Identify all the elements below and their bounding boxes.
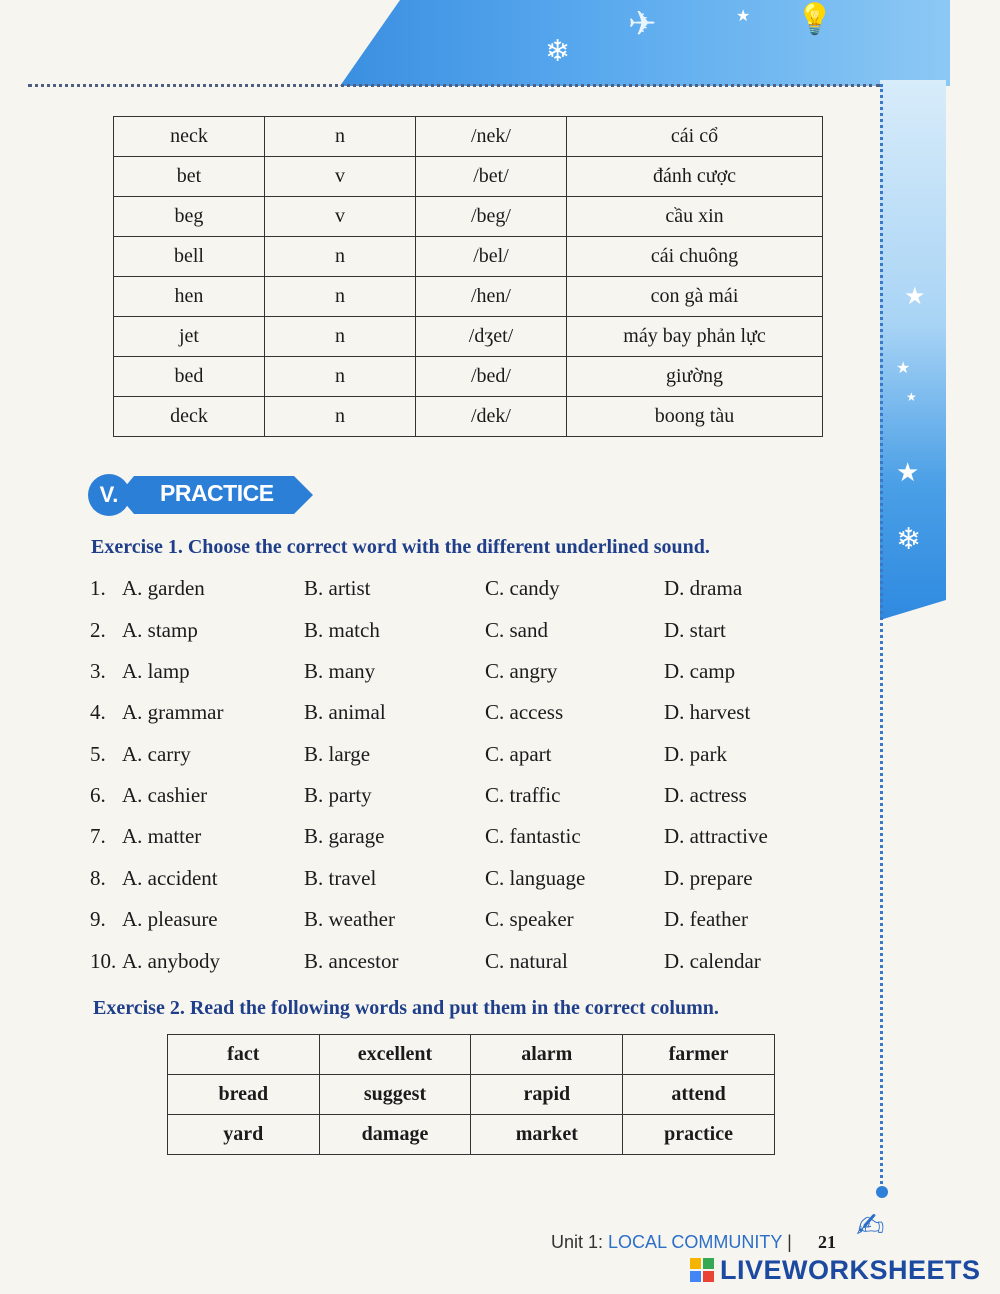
option-c[interactable]: C. fantastic — [485, 824, 581, 848]
snowflake-icon: ❄ — [545, 34, 571, 69]
star-icon: ★ — [906, 390, 917, 404]
exercise1-question — [90, 618, 850, 648]
option-b[interactable]: B. artist — [304, 576, 371, 600]
exercise1-question — [90, 866, 850, 896]
word-cell[interactable]: market — [471, 1115, 623, 1155]
vocab-meaning: cái chuông — [567, 237, 823, 277]
vocab-word: bet — [114, 157, 265, 197]
option-a[interactable]: A. stamp — [122, 618, 198, 642]
option-c[interactable]: C. sand — [485, 618, 548, 642]
option-c[interactable]: C. access — [485, 700, 564, 724]
section-number: V. — [88, 474, 130, 516]
question-number: 5. — [90, 742, 106, 766]
question-number: 9. — [90, 907, 106, 931]
paper-plane-icon: ✈ — [628, 4, 657, 44]
vocab-word: hen — [114, 277, 265, 317]
option-c[interactable]: C. language — [485, 866, 586, 890]
exercise1-question — [90, 659, 850, 689]
word-cell[interactable]: suggest — [319, 1075, 471, 1115]
exercise1-question — [90, 907, 850, 937]
option-b[interactable]: B. weather — [304, 907, 395, 931]
vocab-word: deck — [114, 397, 265, 437]
vocab-word: bell — [114, 237, 265, 277]
vocab-meaning: giường — [567, 357, 823, 397]
option-c[interactable]: C. apart — [485, 742, 552, 766]
option-a[interactable]: A. anybody — [122, 949, 220, 973]
vocab-pronunciation: /dek/ — [416, 397, 567, 437]
footer-unit-label: Unit 1: — [551, 1232, 604, 1252]
exercise1-question — [90, 576, 850, 606]
option-d[interactable]: D. drama — [664, 576, 743, 600]
vocab-row — [114, 117, 823, 157]
footer-unit-title: LOCAL COMMUNITY — [608, 1232, 783, 1252]
vocab-pronunciation: /hen/ — [416, 277, 567, 317]
vocab-meaning: cầu xin — [567, 197, 823, 237]
question-number: 2. — [90, 618, 106, 642]
dotted-border-right — [880, 84, 883, 1190]
question-number: 1. — [90, 576, 106, 600]
vocab-meaning: boong tàu — [567, 397, 823, 437]
liveworksheets-watermark: LIVEWORKSHEETS — [720, 1255, 981, 1285]
question-number: 8. — [90, 866, 106, 890]
option-a[interactable]: A. carry — [122, 742, 191, 766]
word-cell[interactable]: rapid — [471, 1075, 623, 1115]
exercise2-word-table — [167, 1034, 775, 1155]
word-cell[interactable]: farmer — [623, 1035, 775, 1075]
word-cell[interactable]: practice — [623, 1115, 775, 1155]
option-d[interactable]: D. prepare — [664, 866, 753, 890]
vocab-row — [114, 157, 823, 197]
star-icon: ★ — [896, 458, 920, 488]
dotted-border-top — [28, 84, 880, 87]
word-row — [168, 1115, 775, 1155]
star-icon: ★ — [896, 358, 911, 377]
vocab-part-of-speech: n — [265, 277, 416, 317]
option-b[interactable]: B. travel — [304, 866, 377, 890]
option-d[interactable]: D. calendar — [664, 949, 761, 973]
option-c[interactable]: C. speaker — [485, 907, 574, 931]
pen-icon: ✍ — [856, 1206, 885, 1246]
vocab-part-of-speech: v — [265, 197, 416, 237]
vocab-part-of-speech: n — [265, 317, 416, 357]
word-row — [168, 1075, 775, 1115]
exercise2-title: Exercise 2. Read the following words and put them in the correct column. — [93, 997, 719, 1019]
word-cell[interactable]: yard — [168, 1115, 320, 1155]
option-d[interactable]: D. feather — [664, 907, 748, 931]
lightbulb-icon: 💡 — [796, 2, 834, 37]
star-icon: ★ — [904, 282, 926, 310]
vocab-pronunciation: /beg/ — [416, 197, 567, 237]
option-d[interactable]: D. attractive — [664, 824, 768, 848]
exercise1-question — [90, 824, 850, 854]
page-number: 21 — [818, 1232, 836, 1252]
option-b[interactable]: B. large — [304, 742, 371, 766]
option-a[interactable]: A. accident — [122, 866, 218, 890]
vocab-row — [114, 197, 823, 237]
vocab-row — [114, 237, 823, 277]
footer-unit — [551, 1232, 792, 1253]
option-a[interactable]: A. grammar — [122, 700, 224, 724]
question-number: 7. — [90, 824, 106, 848]
vocab-word: beg — [114, 197, 265, 237]
star-icon: ★ — [736, 6, 751, 25]
vocab-part-of-speech: n — [265, 397, 416, 437]
vocab-meaning: đánh cược — [567, 157, 823, 197]
option-a[interactable]: A. matter — [122, 824, 202, 848]
option-d[interactable]: D. camp — [664, 659, 736, 683]
vocab-part-of-speech: n — [265, 357, 416, 397]
vocab-word: neck — [114, 117, 265, 157]
vocab-part-of-speech: n — [265, 237, 416, 277]
vocab-meaning: con gà mái — [567, 277, 823, 317]
snowflake-icon: ❄ — [896, 522, 922, 557]
exercise1-question — [90, 949, 850, 979]
vocab-word: bed — [114, 357, 265, 397]
option-a[interactable]: A. cashier — [122, 783, 208, 807]
vocab-row — [114, 397, 823, 437]
word-cell[interactable]: excellent — [319, 1035, 471, 1075]
word-row — [168, 1035, 775, 1075]
vocab-pronunciation: /bel/ — [416, 237, 567, 277]
option-d[interactable]: D. park — [664, 742, 727, 766]
option-b[interactable]: B. garage — [304, 824, 385, 848]
vocab-meaning: cái cổ — [567, 117, 823, 157]
border-end-dot — [876, 1186, 888, 1198]
word-cell[interactable]: alarm — [471, 1035, 623, 1075]
word-cell[interactable]: fact — [168, 1035, 320, 1075]
option-b[interactable]: B. party — [304, 783, 372, 807]
exercise1-question — [90, 742, 850, 772]
vocabulary-table — [113, 116, 823, 437]
option-b[interactable]: B. animal — [304, 700, 386, 724]
vocab-pronunciation: /bet/ — [416, 157, 567, 197]
vocab-part-of-speech: n — [265, 117, 416, 157]
vocab-part-of-speech: v — [265, 157, 416, 197]
section-badge — [88, 474, 313, 516]
vocab-row — [114, 357, 823, 397]
vocab-pronunciation: /bed/ — [416, 357, 567, 397]
exercise1-question — [90, 700, 850, 730]
vocab-row — [114, 317, 823, 357]
vocab-word: jet — [114, 317, 265, 357]
word-cell[interactable]: attend — [623, 1075, 775, 1115]
word-cell[interactable]: bread — [168, 1075, 320, 1115]
option-a[interactable]: A. pleasure — [122, 907, 218, 931]
word-cell[interactable]: damage — [319, 1115, 471, 1155]
option-c[interactable]: C. angry — [485, 659, 558, 683]
section-title: PRACTICE — [160, 480, 274, 506]
option-b[interactable]: B. match — [304, 618, 380, 642]
option-d[interactable]: D. actress — [664, 783, 747, 807]
footer-separator: | — [787, 1232, 792, 1252]
exercise1-question — [90, 783, 850, 813]
option-a[interactable]: A. lamp — [122, 659, 190, 683]
option-c[interactable]: C. traffic — [485, 783, 561, 807]
vocab-pronunciation: /nek/ — [416, 117, 567, 157]
question-number: 3. — [90, 659, 106, 683]
option-a[interactable]: A. garden — [122, 576, 205, 600]
option-b[interactable]: B. many — [304, 659, 376, 683]
question-number: 10. — [90, 949, 117, 973]
option-c[interactable]: C. natural — [485, 949, 568, 973]
liveworksheets-logo-icon — [690, 1258, 716, 1284]
option-d[interactable]: D. harvest — [664, 700, 751, 724]
option-d[interactable]: D. start — [664, 618, 726, 642]
vocab-meaning: máy bay phản lực — [567, 317, 823, 357]
question-number: 6. — [90, 783, 106, 807]
question-number: 4. — [90, 700, 106, 724]
vocab-pronunciation: /dʒet/ — [416, 317, 567, 357]
vocab-row — [114, 277, 823, 317]
option-b[interactable]: B. ancestor — [304, 949, 399, 973]
option-c[interactable]: C. candy — [485, 576, 560, 600]
exercise1-title: Exercise 1. Choose the correct word with the different underlined sound. — [91, 536, 710, 558]
